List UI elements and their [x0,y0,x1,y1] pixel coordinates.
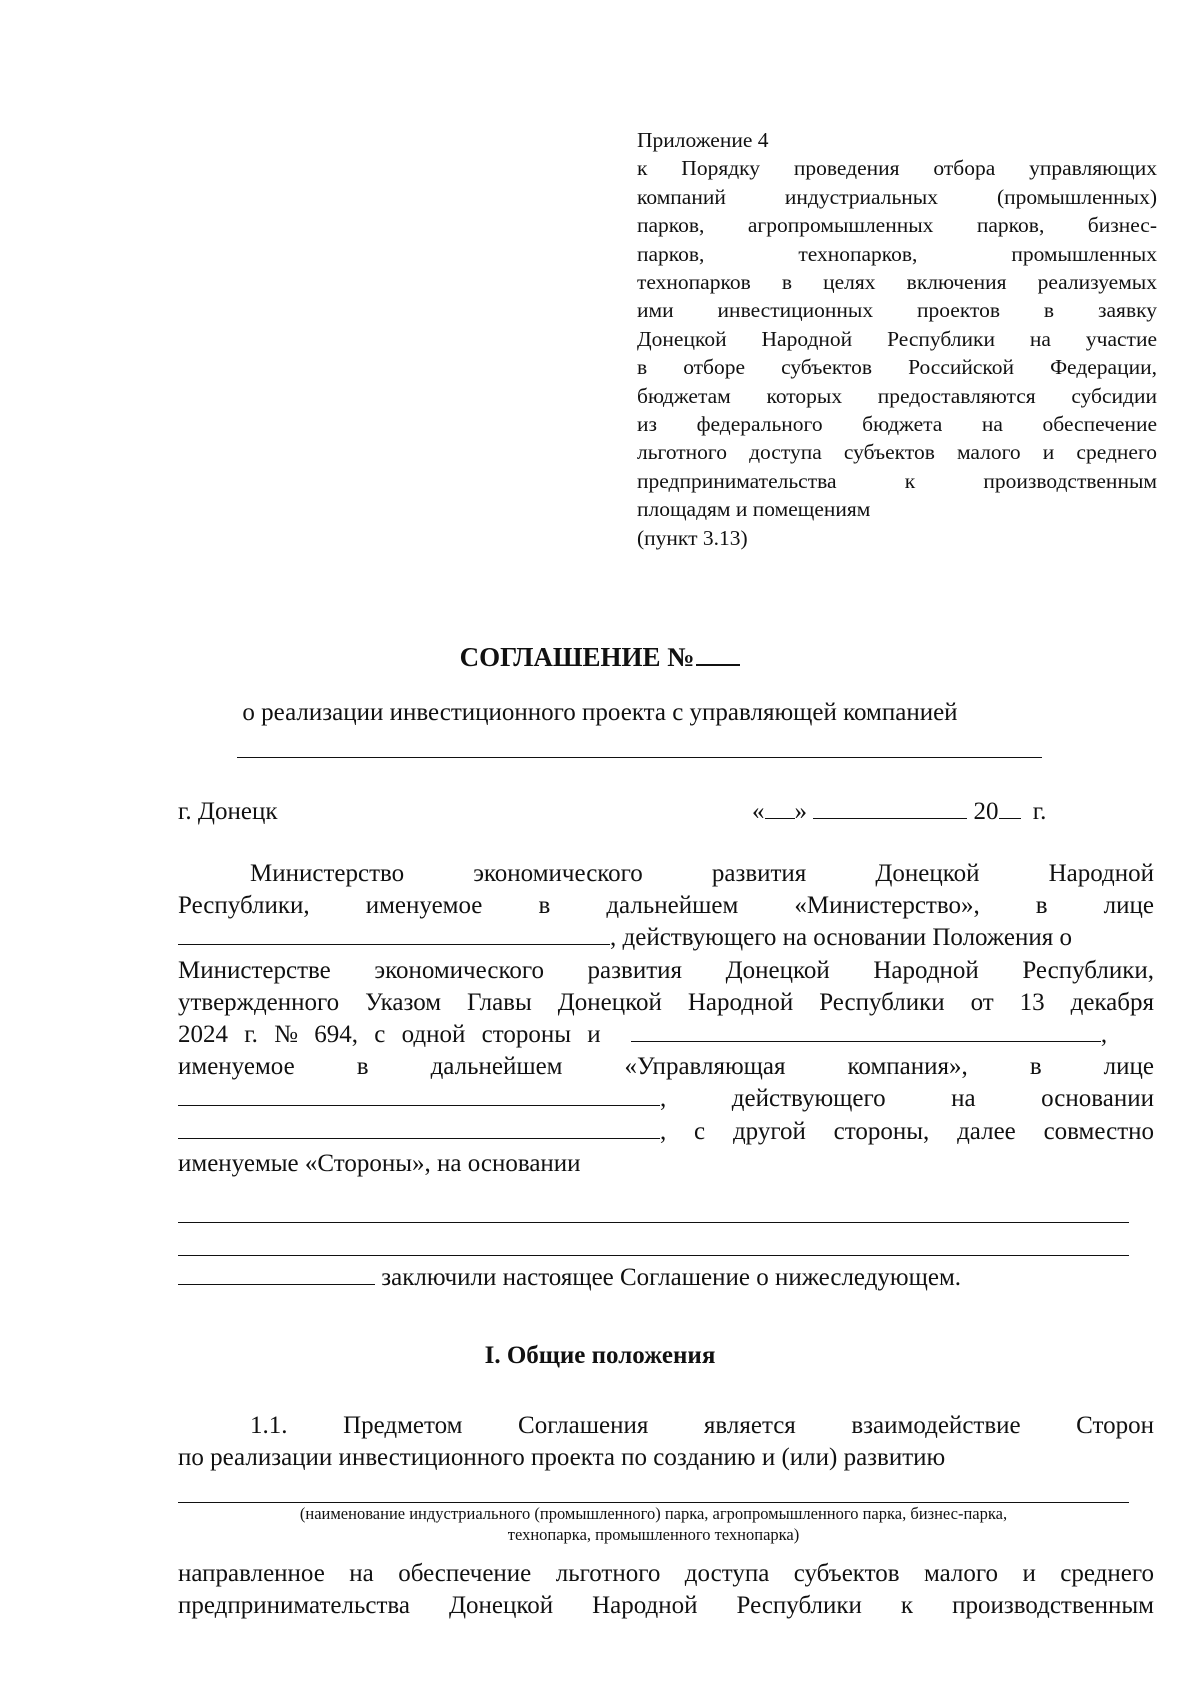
basis-blank-line-1 [178,1222,1129,1223]
company-name-blank-line [237,757,1042,758]
appendix-line: парков, агропромышленных парков, бизнес- [637,213,1157,238]
preamble-text: 2024 г. № 694, с одной стороны и [178,1021,601,1049]
preamble-line: именуемое в дальнейшем «Управляющая компания», в лице [178,1053,1154,1081]
company-blank [631,1019,1101,1042]
paragraph-line: 1.1. Предметом Соглашения является взаимодействие Сторон [250,1412,1154,1439]
section-title: I. Общие положения [484,1342,716,1369]
appendix-line: технопарков в целях включения реализуемых [637,270,1157,295]
representative-blank [178,1083,660,1106]
preamble-line [178,1116,1154,1148]
preamble-line [178,1262,1154,1294]
appendix-line: парков, технопарков, промышленных [637,241,1157,266]
appendix-line: предпринимательства к производственным [637,468,1157,493]
date-line [752,796,1046,828]
appendix-line: ими инвестиционных проектов в заявку [637,298,1157,323]
date-close-quote: » [794,798,807,825]
preamble-line [178,1019,1154,1051]
year-suffix: г. [1032,798,1047,825]
appendix-point: (пункт 3.13) [637,525,748,550]
park-name-footnote [178,1503,1129,1545]
preamble-line [178,922,1154,954]
preamble-text: , с другой стороны, далее совместно [660,1117,1154,1145]
agreement-number-blank [696,640,740,666]
appendix-line: к Порядку проведения отбора управляющих [637,156,1157,181]
preamble-line: утвержденного Указом Главы Донецкой Народной Республики от 13 декабря [178,988,1154,1016]
appendix-block [637,126,1157,552]
footnote-line: (наименование индустриального (промышленного) парка, агропромышленного парка, бизнес-парка, [299,1504,1008,1523]
month-blank [813,796,967,819]
basis-blank [178,1116,660,1139]
appendix-title: Приложение 4 [637,128,769,152]
preamble-closing [178,1262,1154,1294]
year-prefix: 20 [973,798,999,825]
paragraph-line: по реализации инвестиционного проекта по созданию и (или) развитию [178,1444,946,1472]
preamble-text: заключили настоящее Соглашение о нижеследующем. [381,1264,962,1291]
appendix-line: бюджетам которых предоставляются субсидии [637,383,1157,408]
day-blank [765,796,795,819]
appendix-last-line: площадям и помещениям [637,497,871,522]
appendix-line: из федерального бюджета на обеспечение [637,412,1157,437]
preamble-text: , [1100,1021,1108,1049]
city: г. Донецк [178,798,278,825]
section1-paragraph [178,1410,1154,1474]
section1-paragraph-continued [178,1558,1154,1622]
preamble-line: Республики, именуемое в дальнейшем «Министерство», в лице [178,892,1154,920]
basis-blank-line-2 [178,1255,1129,1256]
appendix-line: компаний индустриальных (промышленных) [637,184,1157,209]
preamble [178,858,1154,1180]
document-title [0,640,1200,674]
appendix-line: в отборе субъектов Российской Федерации, [637,355,1157,380]
footnote-line: технопарка, промышленного технопарка) [507,1525,800,1544]
date-open-quote: « [752,798,765,825]
preamble-text: , действующего на основании [660,1085,1154,1113]
title-text: СОГЛАШЕНИЕ № [459,642,695,672]
preamble-line: именуемые «Стороны», на основании [178,1149,581,1177]
appendix-line: льготного доступа субъектов малого и среднего [637,440,1157,465]
paragraph-line: предпринимательства Донецкой Народной Республики к производственным [178,1592,1154,1620]
basis-blank-short [178,1262,375,1285]
preamble-line [178,1083,1154,1115]
appendix-line: Донецкой Народной Республики на участие [637,326,1157,351]
preamble-text: , действующего на основании Положения о [610,924,1072,952]
minister-name-blank [178,922,610,945]
preamble-line: Министерстве экономического развития Донецкой Народной Республики, [178,956,1154,984]
preamble-line: Министерство экономического развития Донецкой Народной [250,860,1154,887]
year-blank [999,796,1021,819]
paragraph-line: направленное на обеспечение льготного доступа субъектов малого и среднего [178,1560,1154,1587]
document-subtitle: о реализации инвестиционного проекта с управляющей компанией [242,699,958,726]
